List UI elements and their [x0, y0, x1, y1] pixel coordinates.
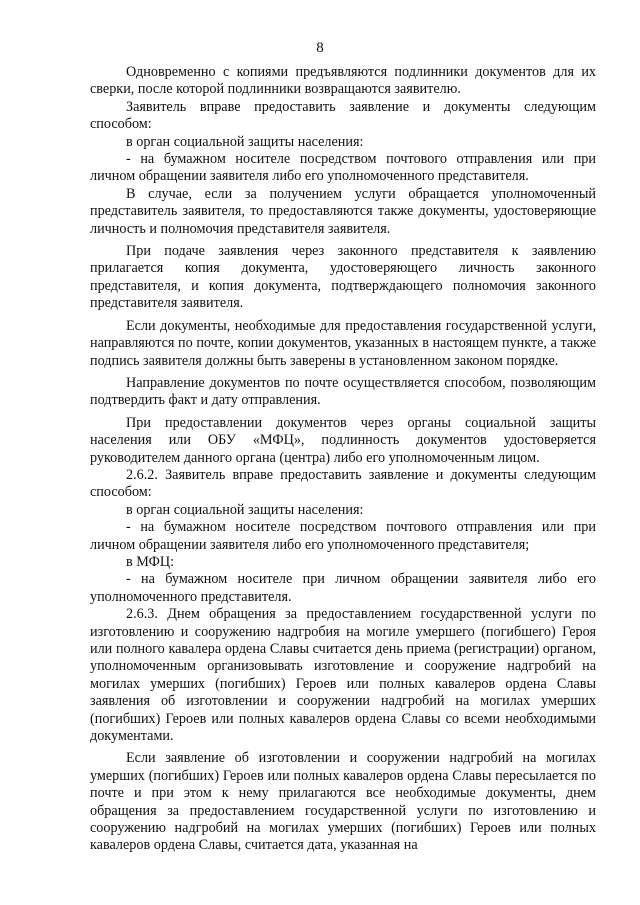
page-number: 8 — [316, 40, 324, 56]
paragraph: Если заявление об изготовлении и сооружении надгробий на могилах умерших (погибших) Героев или полных кавалеров ордена Славы пересылается по почте и при этом к нему прилагаются все необходимые документы, днем обращения за предоставлением государственной услуги по изготовлению и сооружению надгробий на могилах умерших (погибших) Героев или полных кавалеров ордена Славы, считается дата, указанная на — [90, 750, 596, 854]
paragraph: 2.6.3. Днем обращения за предоставлением государственной услуги по изготовлению и сооружению надгробия на могиле умершего (погибшего) Героя или полного кавалера ордена Славы считается день приема (регистрации) органом, уполномоченным организовывать изготовление и сооружение надгробий на могилах умерших (погибших) Героев или полных кавалеров ордена Славы заявления об изготовлении и сооружении надгробий на могилах умерших (погибших) Героев или полных кавалеров ордена Славы со всеми необходимыми документами. — [90, 606, 596, 745]
paragraph: в орган социальной защиты населения: — [126, 133, 364, 150]
paragraph: в орган социальной защиты населения: — [126, 501, 364, 518]
paragraph: - на бумажном носителе посредством почтового отправления или при личном обращении заявителя либо его уполномоченного представителя; — [90, 519, 596, 553]
paragraph: 2.6.2. Заявитель вправе предоставить заявление и документы следующим способом: — [90, 466, 596, 501]
paragraph: - на бумажном носителе при личном обращении заявителя либо его уполномоченного представителя. — [90, 571, 596, 605]
paragraph: Заявитель вправе предоставить заявление и документы следующим способом: — [90, 98, 596, 133]
document-body — [90, 64, 596, 855]
paragraph: - на бумажном носителе посредством почтового отправления или при личном обращении заявителя либо его уполномоченного представителя. — [90, 151, 596, 185]
paragraph: в МФЦ: — [126, 553, 175, 570]
paragraph: В случае, если за получением услуги обращается уполномоченный представитель заявителя, то предоставляются также документы, удостоверяющие личность и полномочия представителя заявителя. — [90, 185, 596, 237]
paragraph: При предоставлении документов через органы социальной защиты населения или ОБУ «МФЦ», подлинность документов удостоверяется руководителем данного органа (центра) либо его уполномоченным лицом. — [90, 414, 596, 466]
paragraph: При подаче заявления через законного представителя к заявлению прилагается копия документа, удостоверяющего личность законного представителя, и копия документа, подтверждающего полномочия законного представителя заявителя. — [90, 243, 596, 312]
paragraph: Направление документов по почте осуществляется способом, позволяющим подтвердить факт и дату отправления. — [90, 374, 596, 409]
paragraph: Одновременно с копиями предъявляются подлинники документов для их сверки, после которой подлинники возвращаются заявителю. — [90, 64, 596, 98]
paragraph: Если документы, необходимые для предоставления государственной услуги, направляются по почте, копии документов, указанных в настоящем пункте, а также подпись заявителя должны быть заверены в установленном законом порядке. — [90, 317, 596, 369]
